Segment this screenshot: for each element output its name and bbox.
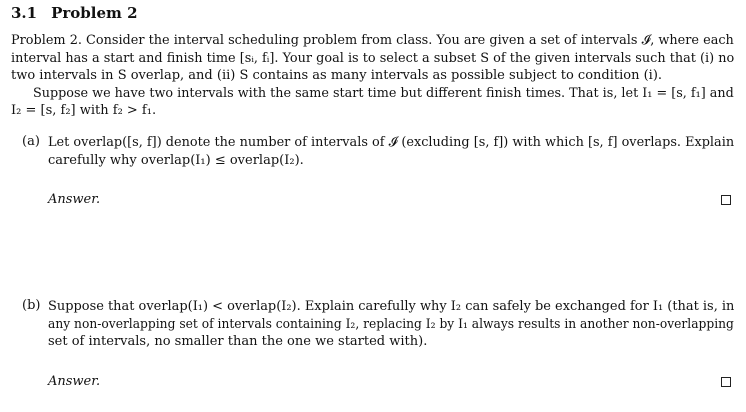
intro-text-1: Consider the interval scheduling problem from class. You are given a set of intervals 𝓘, where each: [86, 33, 734, 48]
part-b-answer-label: Answer.: [48, 374, 101, 389]
intro-line-3: two intervals in S overlap, and (ii) S contains as many intervals as possible subject to condition (i).: [11, 68, 663, 83]
section-title: Problem 2: [51, 4, 138, 22]
section-number: 3.1: [11, 4, 38, 22]
part-b-qed-box: [721, 377, 731, 387]
part-a-answer-label: Answer.: [48, 192, 101, 207]
part-b-label: (b): [22, 298, 41, 313]
intro-line-1: [11, 32, 734, 50]
part-b-line-3: set of intervals, no smaller than the one we started with).: [48, 334, 428, 349]
part-a-qed-box: [721, 195, 731, 205]
part-b-line-2: any non-overlapping set of intervals containing I₂, replacing I₂ by I₁ always results in another non-overlapping: [48, 316, 734, 332]
intro-line-2: interval has a start and finish time [sᵢ, fᵢ]. Your goal is to select a subset S of the given intervals such that (i) no: [11, 50, 735, 66]
part-a-label: (a): [22, 134, 40, 149]
intro-line-5: I₂ = [s, f₂] with f₂ > f₁.: [11, 103, 157, 118]
part-a-line-1: Let overlap([s, f]) denote the number of intervals of 𝓘 (excluding [s, f]) with which [s, f] overlaps. Explain: [48, 135, 735, 150]
section-heading: [11, 4, 138, 22]
part-a-line-2: carefully why overlap(I₁) ≤ overlap(I₂).: [48, 152, 304, 168]
part-b-line-1: Suppose that overlap(I₁) < overlap(I₂). Explain carefully why I₂ can safely be exchanged for I₁ (that is, in: [48, 299, 735, 314]
problem-lead: Problem 2.: [11, 33, 82, 48]
intro-line-4: Suppose we have two intervals with the same start time but different finish times. That is, let I₁ = [s, f₁] and: [33, 85, 734, 101]
